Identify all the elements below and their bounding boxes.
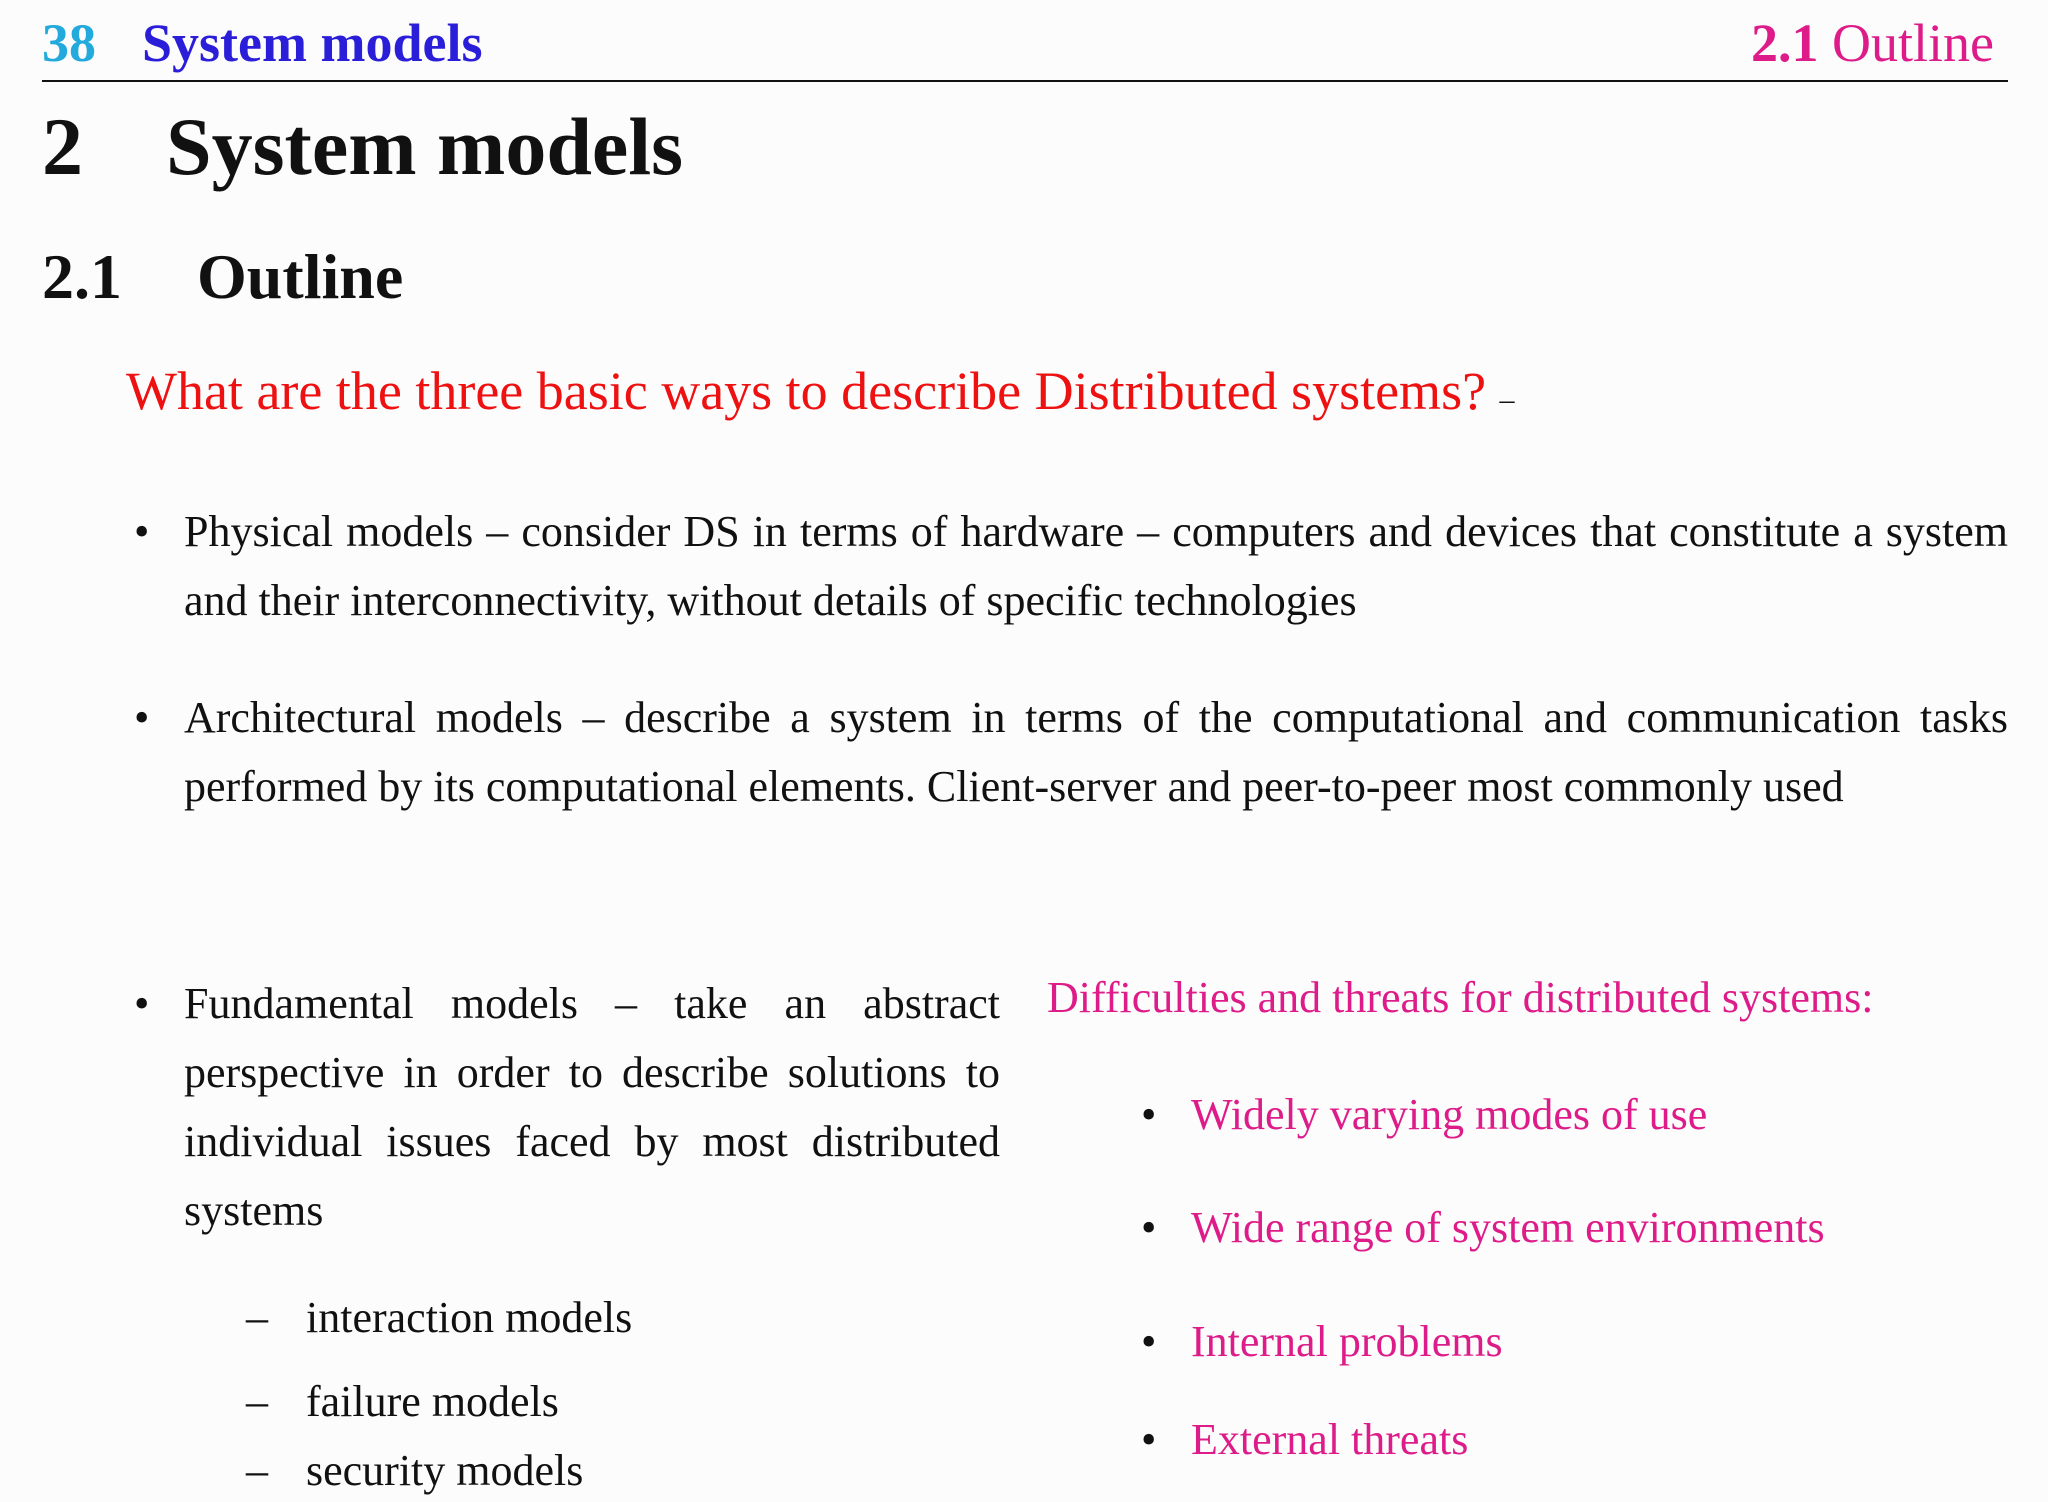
bullet-icon: • [1141,1090,1157,1139]
section-number: 2.1 [42,241,122,312]
chapter-heading [42,100,683,194]
threat-text: Widely varying modes of use [1191,1090,1708,1139]
bullet-icon: • [134,693,150,742]
chapter-number: 2 [42,101,83,192]
question-text [126,360,1515,422]
dash-icon: – [246,1446,268,1495]
threats-heading: Difficulties and threats for distributed systems: [1047,973,1874,1022]
sub-bullet-text: interaction models [306,1293,633,1342]
header-chapter-title: System models [142,13,483,73]
bullet-text: Fundamental models – take an abstract perspective in order to describe solutions to individual issues faced by most distributed systems [184,979,1000,1235]
bullet-text: Architectural models – describe a system in terms of the computational and communication tasks performed by its computational elements. Client-server and peer-to-peer most commonly used [184,693,2008,811]
threat-text: Wide range of system environments [1191,1203,1825,1252]
bullet-icon: • [134,979,150,1028]
dash-icon: – [246,1293,268,1342]
sub-bullet-text: security models [306,1446,584,1495]
question-dash: – [1499,383,1515,416]
question-label: What are the three basic ways to describe Distributed systems? [126,361,1487,421]
page-number: 38 [42,13,96,73]
threat-text: Internal problems [1191,1317,1503,1366]
threat-text: External threats [1191,1415,1469,1464]
bullet-icon: • [1141,1203,1157,1252]
bullet-text: Physical models – consider DS in terms of hardware – computers and devices that constitute a system and their interconnectivity, without details of specific technologies [184,507,2008,625]
section-title: Outline [197,241,404,312]
header-section [1751,12,1994,74]
running-header [42,10,2008,82]
header-section-title: Outline [1832,13,1994,73]
bullet-icon: • [134,507,150,556]
chapter-title: System models [166,101,684,192]
header-section-number: 2.1 [1751,13,1819,73]
bullet-icon: • [1141,1317,1157,1366]
dash-icon: – [246,1377,268,1426]
section-heading [42,240,403,314]
bullet-icon: • [1141,1415,1157,1464]
sub-bullet-text: failure models [306,1377,559,1426]
